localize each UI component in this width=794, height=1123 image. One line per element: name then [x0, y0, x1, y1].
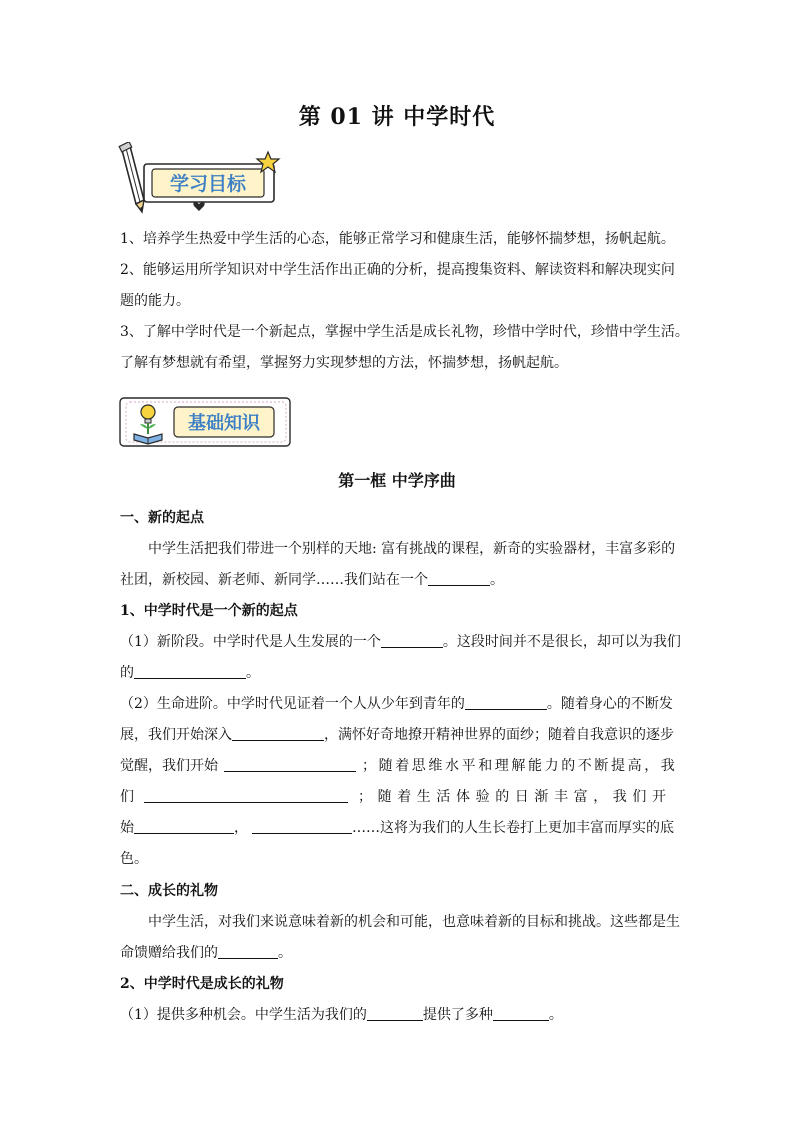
text: 。 [490, 572, 504, 588]
p2-line3 [120, 751, 682, 782]
p1-line1 [120, 627, 682, 658]
text: 。随着身心的不断发 [546, 696, 673, 712]
fill-blank[interactable] [134, 664, 246, 679]
part2-heading: 二、成长的礼物 [120, 883, 218, 899]
section-title: 第一框 中学序曲 [338, 471, 456, 490]
text: ；随着思维水平和理解能力的不断提高，我 [362, 758, 678, 774]
fill-blank[interactable] [224, 757, 356, 772]
fill-blank[interactable] [367, 1006, 423, 1021]
part1-heading: 一、新的起点 [120, 510, 204, 526]
learning-goals [120, 224, 689, 379]
text: ， [234, 820, 248, 836]
part2-intro-line2 [120, 938, 682, 969]
p2-line4 [120, 782, 682, 813]
p1-line2 [120, 658, 682, 689]
goal-item-2-cont: 题的能力。 [120, 293, 190, 309]
part2-subheading: 2、中学时代是成长的礼物 [120, 976, 284, 992]
fill-blank[interactable] [465, 695, 547, 710]
text: 社团，新校园、新老师、新同学……我们站在一个 [120, 572, 428, 588]
pencil-icon [119, 142, 144, 212]
part2-p1 [120, 1000, 682, 1031]
banner-goals-label: 学习目标 [169, 173, 247, 195]
goal-item-2: 2、能够运用所学知识对中学生活作出正确的分析，提高搜集资料、解读资料和解决现实问 [120, 262, 675, 278]
text: 命馈赠给我们的 [120, 945, 218, 961]
part-two [120, 876, 682, 1031]
text: 。这段时间并不是很长，却可以为我们 [442, 634, 681, 650]
text: 觉醒，我们开始 [120, 758, 218, 774]
goal-item-3: 3、了解中学时代是一个新起点，掌握中学生活是成长礼物，珍惜中学时代，珍惜中学生活。 [120, 324, 689, 340]
text: 始 [120, 820, 134, 836]
fill-blank[interactable] [381, 633, 443, 648]
fill-blank[interactable] [493, 1006, 549, 1021]
text: 提供了多种 [422, 1007, 493, 1023]
page-title: 第 01 讲 中学时代 [298, 104, 496, 130]
text: 展，我们开始深入 [120, 727, 232, 743]
p2-line6: 色。 [120, 851, 148, 867]
text: （1）新阶段。中学时代是人生发展的一个 [120, 634, 381, 650]
p2-line5 [120, 813, 682, 844]
p2-line2 [120, 720, 682, 751]
goal-item-1: 1、培养学生热爱中学生活的心态，能够正常学习和健康生活，能够怀揣梦想，扬帆起航。 [120, 231, 675, 247]
heart-icon [193, 202, 204, 211]
fill-blank[interactable] [218, 944, 278, 959]
text: （2）生命进阶。中学时代见证着一个人从少年到青年的 [120, 696, 465, 712]
part1-subheading: 1、中学时代是一个新的起点 [120, 603, 298, 619]
part-one [120, 503, 682, 875]
goal-item-3-cont: 了解有梦想就有希望，掌握努力实现梦想的方法，怀揣梦想，扬帆起航。 [120, 355, 568, 371]
part1-intro-line2 [120, 565, 682, 596]
fill-blank[interactable] [428, 571, 490, 586]
basic-knowledge-banner [118, 394, 294, 452]
part1-intro-line1: 中学生活把我们带进一个别样的天地: 富有挑战的课程，新奇的实验器材，丰富多彩的 [148, 541, 676, 557]
text: ；随着生活体验的日渐丰富，我们开 [358, 789, 672, 805]
text: （1）提供多种机会。中学生活为我们的 [120, 1007, 367, 1023]
fill-blank[interactable] [144, 788, 348, 803]
text: 的 [120, 665, 134, 681]
text: ……这将为我们的人生长卷打上更加丰富而厚实的底 [352, 820, 674, 836]
fill-blank[interactable] [134, 819, 234, 834]
part2-intro-line1: 中学生活，对我们来说意味着新的机会和可能，也意味着新的目标和挑战。这些都是生 [148, 914, 680, 930]
text: ，满怀好奇地撩开精神世界的面纱；随着自我意识的逐步 [324, 727, 674, 743]
fill-blank[interactable] [232, 726, 324, 741]
text: 们 [120, 789, 134, 805]
learning-goals-banner [114, 142, 284, 214]
text: 。 [278, 945, 292, 961]
text: 。 [548, 1007, 563, 1023]
banner-knowledge-label: 基础知识 [188, 413, 260, 434]
fill-blank[interactable] [252, 819, 352, 834]
text: 。 [246, 665, 260, 681]
p2-line1 [120, 689, 682, 720]
